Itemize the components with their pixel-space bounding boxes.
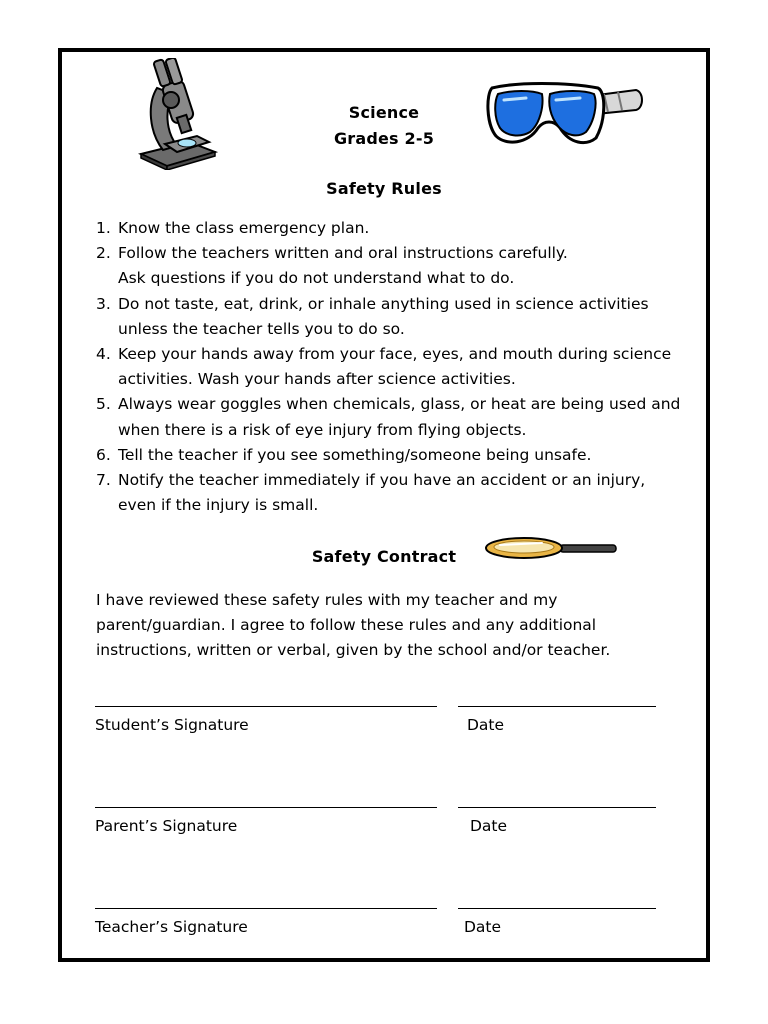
teacher-signature-line[interactable] (95, 908, 437, 909)
rule-text-line: even if the injury is small. (118, 496, 319, 515)
safety-contract-heading: Safety Contract (311, 547, 457, 566)
rule-number: 4. (96, 345, 111, 364)
rule-item (96, 392, 706, 442)
rule-text-line: Ask questions if you do not understand what to do. (118, 269, 515, 288)
teacher-signature-label: Teacher’s Signature (95, 918, 248, 936)
rule-item (96, 342, 706, 392)
parent-signature-line[interactable] (95, 807, 437, 808)
rule-text-line: Know the class emergency plan. (118, 219, 370, 237)
rule-item (96, 468, 706, 518)
parent-date-label: Date (470, 817, 508, 835)
student-date-label: Date (467, 716, 505, 734)
rule-text-line: Do not taste, eat, drink, or inhale anything used in science activities (118, 294, 649, 313)
safety-rules-heading: Safety Rules (326, 179, 442, 198)
rule-text-line: when there is a risk of eye injury from flying objects. (118, 420, 527, 439)
rule-item (96, 216, 706, 241)
rule-text-line: Follow the teachers written and oral instructions carefully. (118, 244, 568, 263)
rule-number: 5. (96, 395, 111, 414)
rule-number: 2. (96, 244, 111, 263)
contract-text (96, 588, 696, 664)
parent-date-line[interactable] (458, 807, 656, 808)
rule-item (96, 443, 706, 468)
contract-line: I have reviewed these safety rules with my teacher and my (96, 591, 558, 609)
subject-title: Science (348, 103, 420, 122)
rule-text-line: Keep your hands away from your face, eyes, and mouth during science (118, 345, 672, 364)
rule-text-line: Notify the teacher immediately if you have an accident or an injury, (118, 471, 646, 490)
rule-text-line: Always wear goggles when chemicals, glass, or heat are being used and (118, 395, 681, 414)
rule-item (96, 241, 706, 291)
student-signature-label: Student’s Signature (95, 716, 249, 734)
teacher-date-line[interactable] (458, 908, 656, 909)
safety-rules-list (96, 216, 706, 518)
contract-line: instructions, written or verbal, given by the school and/or teacher. (96, 641, 611, 660)
rule-number: 6. (96, 445, 111, 464)
rule-number: 3. (96, 294, 111, 313)
rule-item (96, 292, 706, 342)
rule-number: 1. (96, 219, 111, 237)
rule-text-line: Tell the teacher if you see something/someone being unsafe. (118, 445, 592, 464)
teacher-date-label: Date (464, 918, 502, 936)
student-signature-line[interactable] (95, 706, 437, 707)
rule-text-line: unless the teacher tells you to do so. (118, 319, 405, 338)
student-date-line[interactable] (458, 706, 656, 707)
grades-title: Grades 2-5 (333, 129, 435, 148)
rule-number: 7. (96, 471, 111, 490)
contract-line: parent/guardian. I agree to follow these rules and any additional (96, 616, 597, 635)
rule-text-line: activities. Wash your hands after science activities. (118, 370, 516, 389)
parent-signature-label: Parent’s Signature (95, 817, 238, 835)
